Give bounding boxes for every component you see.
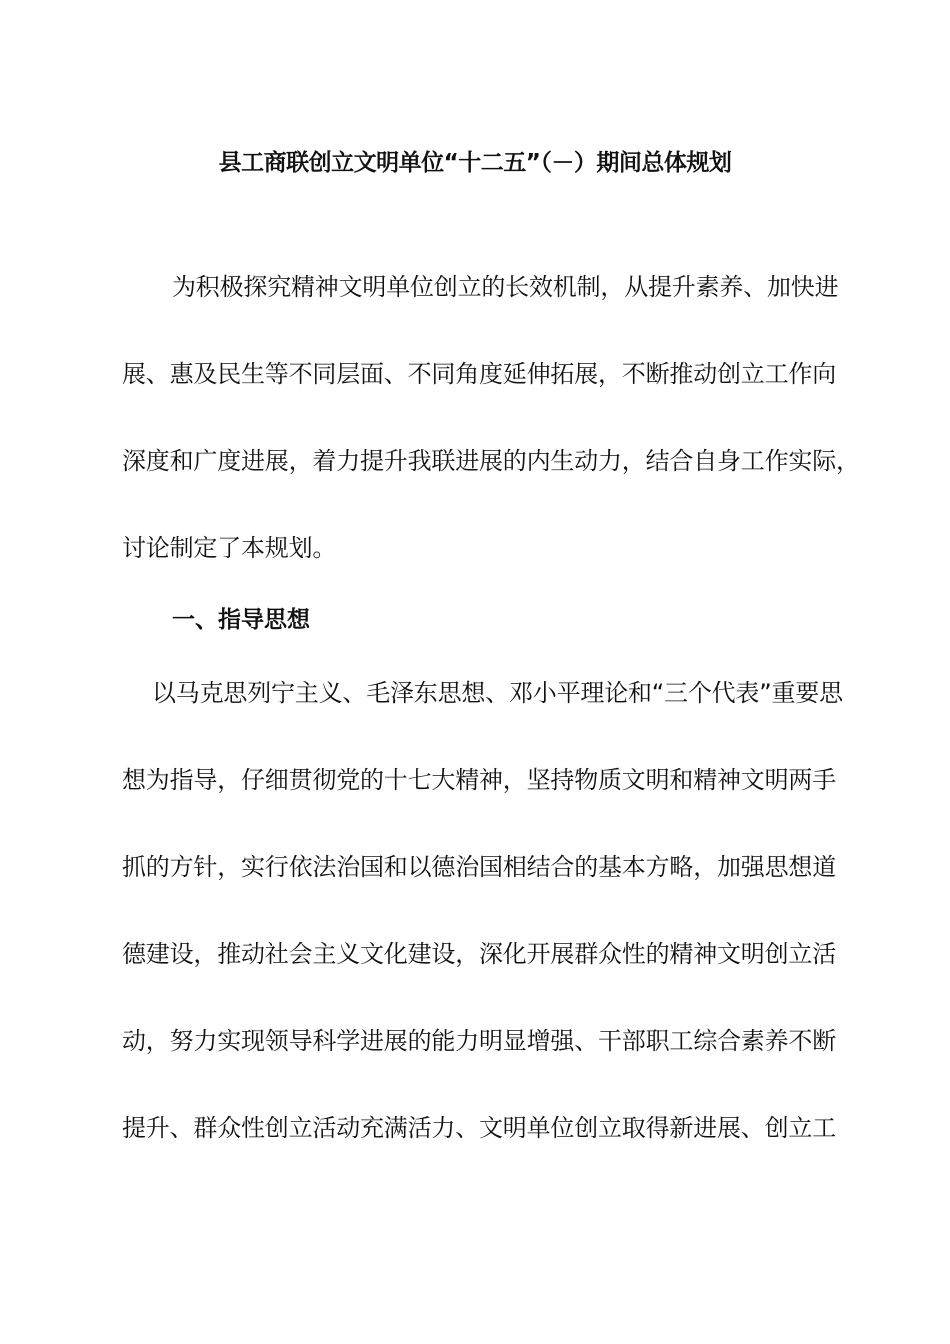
document-title: 县工商联创立文明单位“十二五”（－）期间总体规划: [218, 150, 732, 176]
section1-line-3: 抓的方针，实行依法治国和以德治国相结合的基本方略，加强思想道: [122, 853, 836, 881]
intro-line-3: 深度和广度进展，着力提升我联进展的内生动力，结合自身工作实际，: [122, 447, 860, 475]
section-heading-guiding-ideology: 一、指导思想: [172, 607, 310, 633]
section1-line-1: 以马克思列宁主义、毛泽东思想、邓小平理论和“三个代表”重要思: [152, 679, 843, 707]
section1-line-2: 想为指导，仔细贯彻党的十七大精神，坚持物质文明和精神文明两手: [122, 766, 836, 794]
section1-line-4: 德建设，推动社会主义文化建设，深化开展群众性的精神文明创立活: [122, 940, 836, 968]
intro-line-2: 展、惠及民生等不同层面、不同角度延伸拓展，不断推动创立工作向: [122, 360, 836, 388]
section1-line-5: 动，努力实现领导科学进展的能力明显增强、干部职工综合素养不断: [122, 1027, 836, 1055]
section1-line-6: 提升、群众性创立活动充满活力、文明单位创立取得新进展、创立工: [122, 1114, 836, 1142]
intro-line-1: 为积极探究精神文明单位创立的长效机制，从提升素养、加快进: [172, 273, 839, 301]
intro-line-4: 讨论制定了本规划。: [122, 534, 337, 562]
